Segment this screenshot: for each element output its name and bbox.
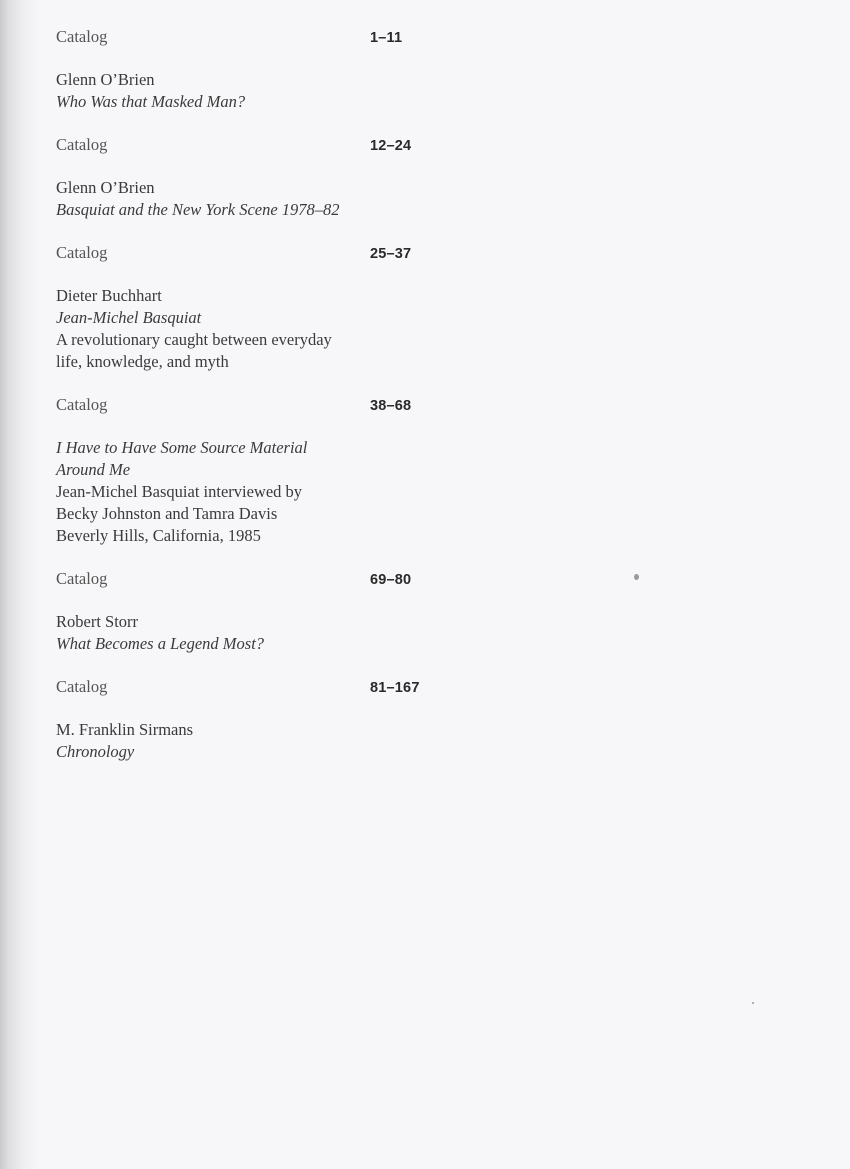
table-of-contents xyxy=(56,26,476,784)
page-range: 25–37 xyxy=(370,246,412,262)
essay-author: Glenn O’Brien xyxy=(56,70,155,89)
essay-title: Basquiat and the New York Scene 1978–82 xyxy=(56,200,340,219)
essay-title: Who Was that Masked Man? xyxy=(56,92,246,111)
catalog-label: Catalog xyxy=(56,677,108,696)
catalog-entry xyxy=(56,568,476,590)
essay-subtitle: Beverly Hills, California, 1985 xyxy=(56,526,261,545)
essay-subtitle: A revolutionary caught between everyday xyxy=(56,330,332,349)
essay-title: Chronology xyxy=(56,742,135,761)
essay-title: What Becomes a Legend Most? xyxy=(56,634,265,653)
essay-entry xyxy=(56,437,476,547)
essay-entry xyxy=(56,719,476,763)
essay-author: Robert Storr xyxy=(56,612,139,631)
essay-entry xyxy=(56,69,476,113)
paper-speck xyxy=(634,574,639,580)
essay-author: Dieter Buchhart xyxy=(56,286,162,305)
essay-author: Glenn O’Brien xyxy=(56,178,155,197)
catalog-entry xyxy=(56,26,476,48)
catalog-label: Catalog xyxy=(56,135,108,154)
essay-entry xyxy=(56,285,476,373)
catalog-label: Catalog xyxy=(56,27,108,46)
catalog-label: Catalog xyxy=(56,243,108,262)
page-range: 12–24 xyxy=(370,138,412,154)
essay-subtitle: life, knowledge, and myth xyxy=(56,352,229,371)
catalog-entry xyxy=(56,676,476,698)
essay-title: Jean-Michel Basquiat xyxy=(56,308,202,327)
essay-entry xyxy=(56,611,476,655)
essay-title: I Have to Have Some Source Material xyxy=(56,438,308,457)
page-range: 81–167 xyxy=(370,680,420,696)
page-range: 1–11 xyxy=(370,30,403,46)
paper-speck xyxy=(752,1002,754,1004)
catalog-label: Catalog xyxy=(56,395,108,414)
page-range: 69–80 xyxy=(370,572,412,588)
catalog-entry xyxy=(56,134,476,156)
essay-title: Around Me xyxy=(56,460,131,479)
catalog-label: Catalog xyxy=(56,569,108,588)
catalog-entry xyxy=(56,242,476,264)
catalog-entry xyxy=(56,394,476,416)
essay-subtitle: Jean-Michel Basquiat interviewed by xyxy=(56,482,303,501)
essay-entry xyxy=(56,177,476,221)
essay-author: M. Franklin Sirmans xyxy=(56,720,194,739)
essay-subtitle: Becky Johnston and Tamra Davis xyxy=(56,504,278,523)
page-gutter-shadow xyxy=(0,0,40,1169)
page-range: 38–68 xyxy=(370,398,412,414)
